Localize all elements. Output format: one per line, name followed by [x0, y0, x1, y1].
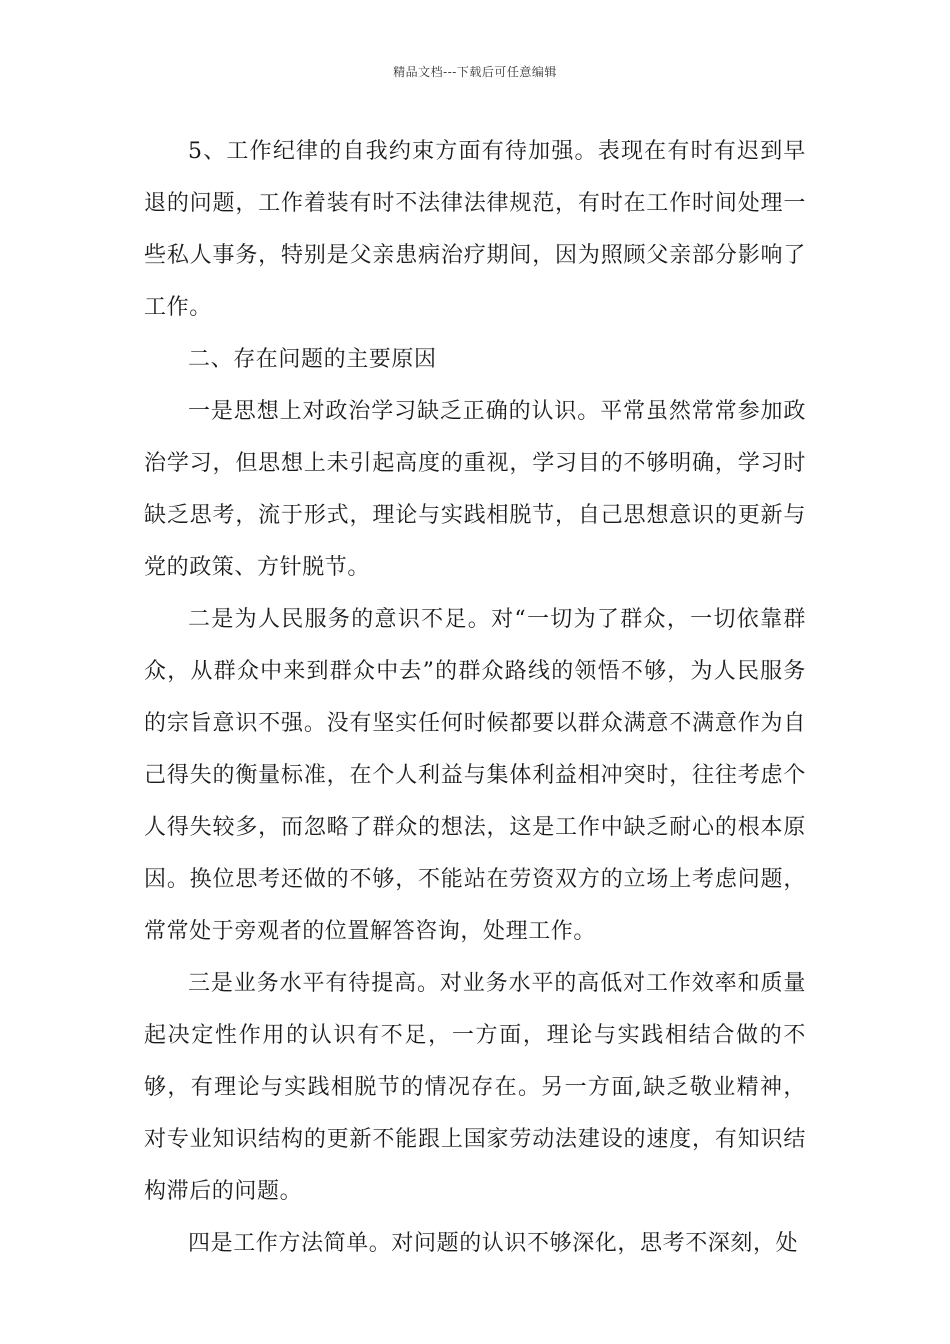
paragraph-work-discipline: 5、工作纪律的自我约束方面有待加强。表现在有时有迟到早退的问题，工作着装有时不法律法律规范，有时在工作时间处理一些私人事务，特别是父亲患病治疗期间，因为照顾父亲部分影响了工作。: [144, 139, 806, 320]
page-header: 精品文档---下载后可任意编辑: [393, 65, 557, 79]
document-body: [144, 126, 806, 1270]
paragraph-serve-people: 二是为人民服务的意识不足。对“一切为了群众，一切依靠群众，从群众中来到群众中去”的群众路线的领悟不够，为人民服务的宗旨意识不强。没有坚实任何时候都要以群众满意不满意作为自己得失的衡量标准，在个人利益与集体利益相冲突时，往往考虑个人得失较多，而忽略了群众的想法，这是工作中缺乏耐心的根本原因。换位思考还做的不够，不能站在劳资双方的立场上考虑问题，常常处于旁观者的位置解答咨询，处理工作。: [144, 607, 806, 944]
section-heading-main-causes: 二、存在问题的主要原因: [188, 347, 437, 372]
paragraph-political-study: 一是思想上对政治学习缺乏正确的认识。平常虽然常常参加政治学习，但思想上未引起高度的重视，学习目的不够明确，学习时缺乏思考，流于形式，理论与实践相脱节，自己思想意识的更新与党的政策、方针脱节。: [144, 399, 806, 580]
paragraph-work-methods: 四是工作方法简单。对问题的认识不够深化，思考不深刻，处: [188, 1231, 799, 1256]
paragraph-business-level: 三是业务水平有待提高。对业务水平的高低对工作效率和质量起决定性作用的认识有不足，一方面，理论与实践相结合做的不够，有理论与实践相脱节的情况存在。另一方面,缺乏敬业精神，对专业知识结构的更新不能跟上国家劳动法建设的速度，有知识结构滞后的问题。: [144, 971, 806, 1204]
